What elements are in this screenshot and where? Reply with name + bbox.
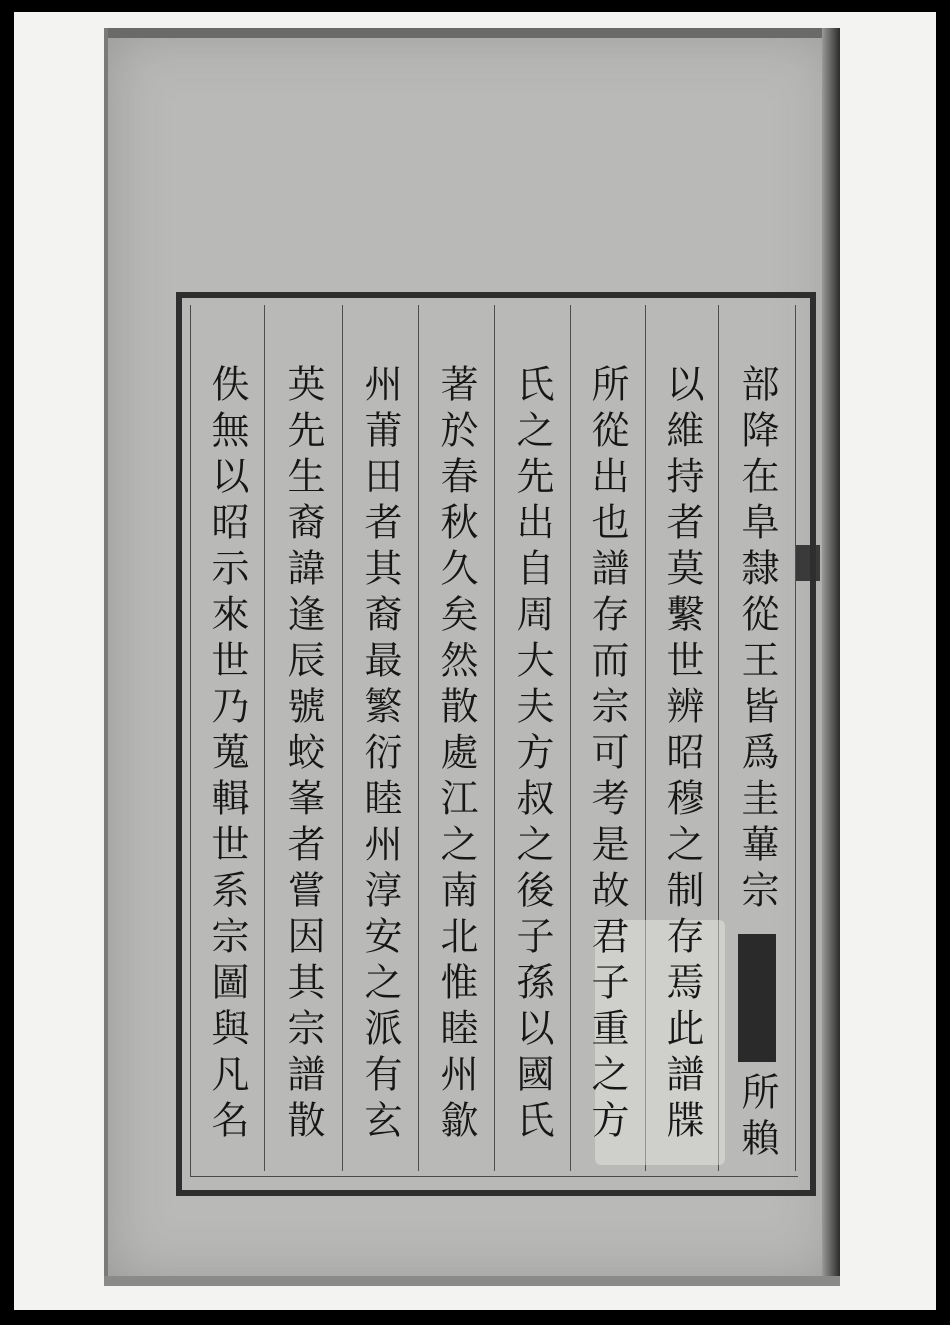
- text-column-6: [350, 364, 410, 1164]
- text-column-3-body: 所從出也譜存而宗可考是故君子重之方: [585, 364, 629, 1146]
- text-column-7: [273, 364, 333, 1164]
- column-rule: [418, 305, 419, 1171]
- text-column-2-body: 以維持者莫繫世辨昭穆之制存焉此譜牒: [660, 364, 704, 1146]
- text-column-8-body: 佚無以昭示來世乃蒐輯世系宗圖與凡名: [205, 364, 249, 1146]
- text-column-5-body: 著於春秋久矣然散處江之南北惟睦州歙: [434, 364, 478, 1146]
- text-column-4: [502, 364, 562, 1164]
- text-column-3: [577, 364, 637, 1164]
- text-column-1-tail: [727, 1072, 787, 1172]
- column-rule: [264, 305, 265, 1171]
- text-column-1-tail-text: 所賴: [735, 1072, 779, 1164]
- text-column-7-body: 英先生裔諱逢辰號蛟峯者嘗因其宗譜散: [281, 364, 325, 1146]
- column-rule: [795, 305, 796, 1171]
- page-top-edge: [104, 28, 840, 38]
- page-bottom-edge: [104, 1276, 840, 1286]
- text-column-5: [426, 364, 486, 1164]
- column-rule: [342, 305, 343, 1171]
- text-column-2: [652, 364, 712, 1164]
- text-column-1: [727, 364, 787, 924]
- text-column-8: [197, 364, 257, 1164]
- blacked-out-characters: [738, 934, 776, 1062]
- column-rule: [494, 305, 495, 1171]
- text-column-6-body: 州莆田者其裔最繁衍睦州淳安之派有玄: [358, 364, 402, 1146]
- page-left-edge: [104, 28, 108, 1286]
- column-rule: [570, 305, 571, 1171]
- page-spine-edge: [822, 28, 840, 1286]
- text-column-1-body: 部降在阜隸從王皆爲圭蓽宗: [735, 364, 779, 916]
- text-column-4-body: 氏之先出自周大夫方叔之後子孫以國氏: [510, 364, 554, 1146]
